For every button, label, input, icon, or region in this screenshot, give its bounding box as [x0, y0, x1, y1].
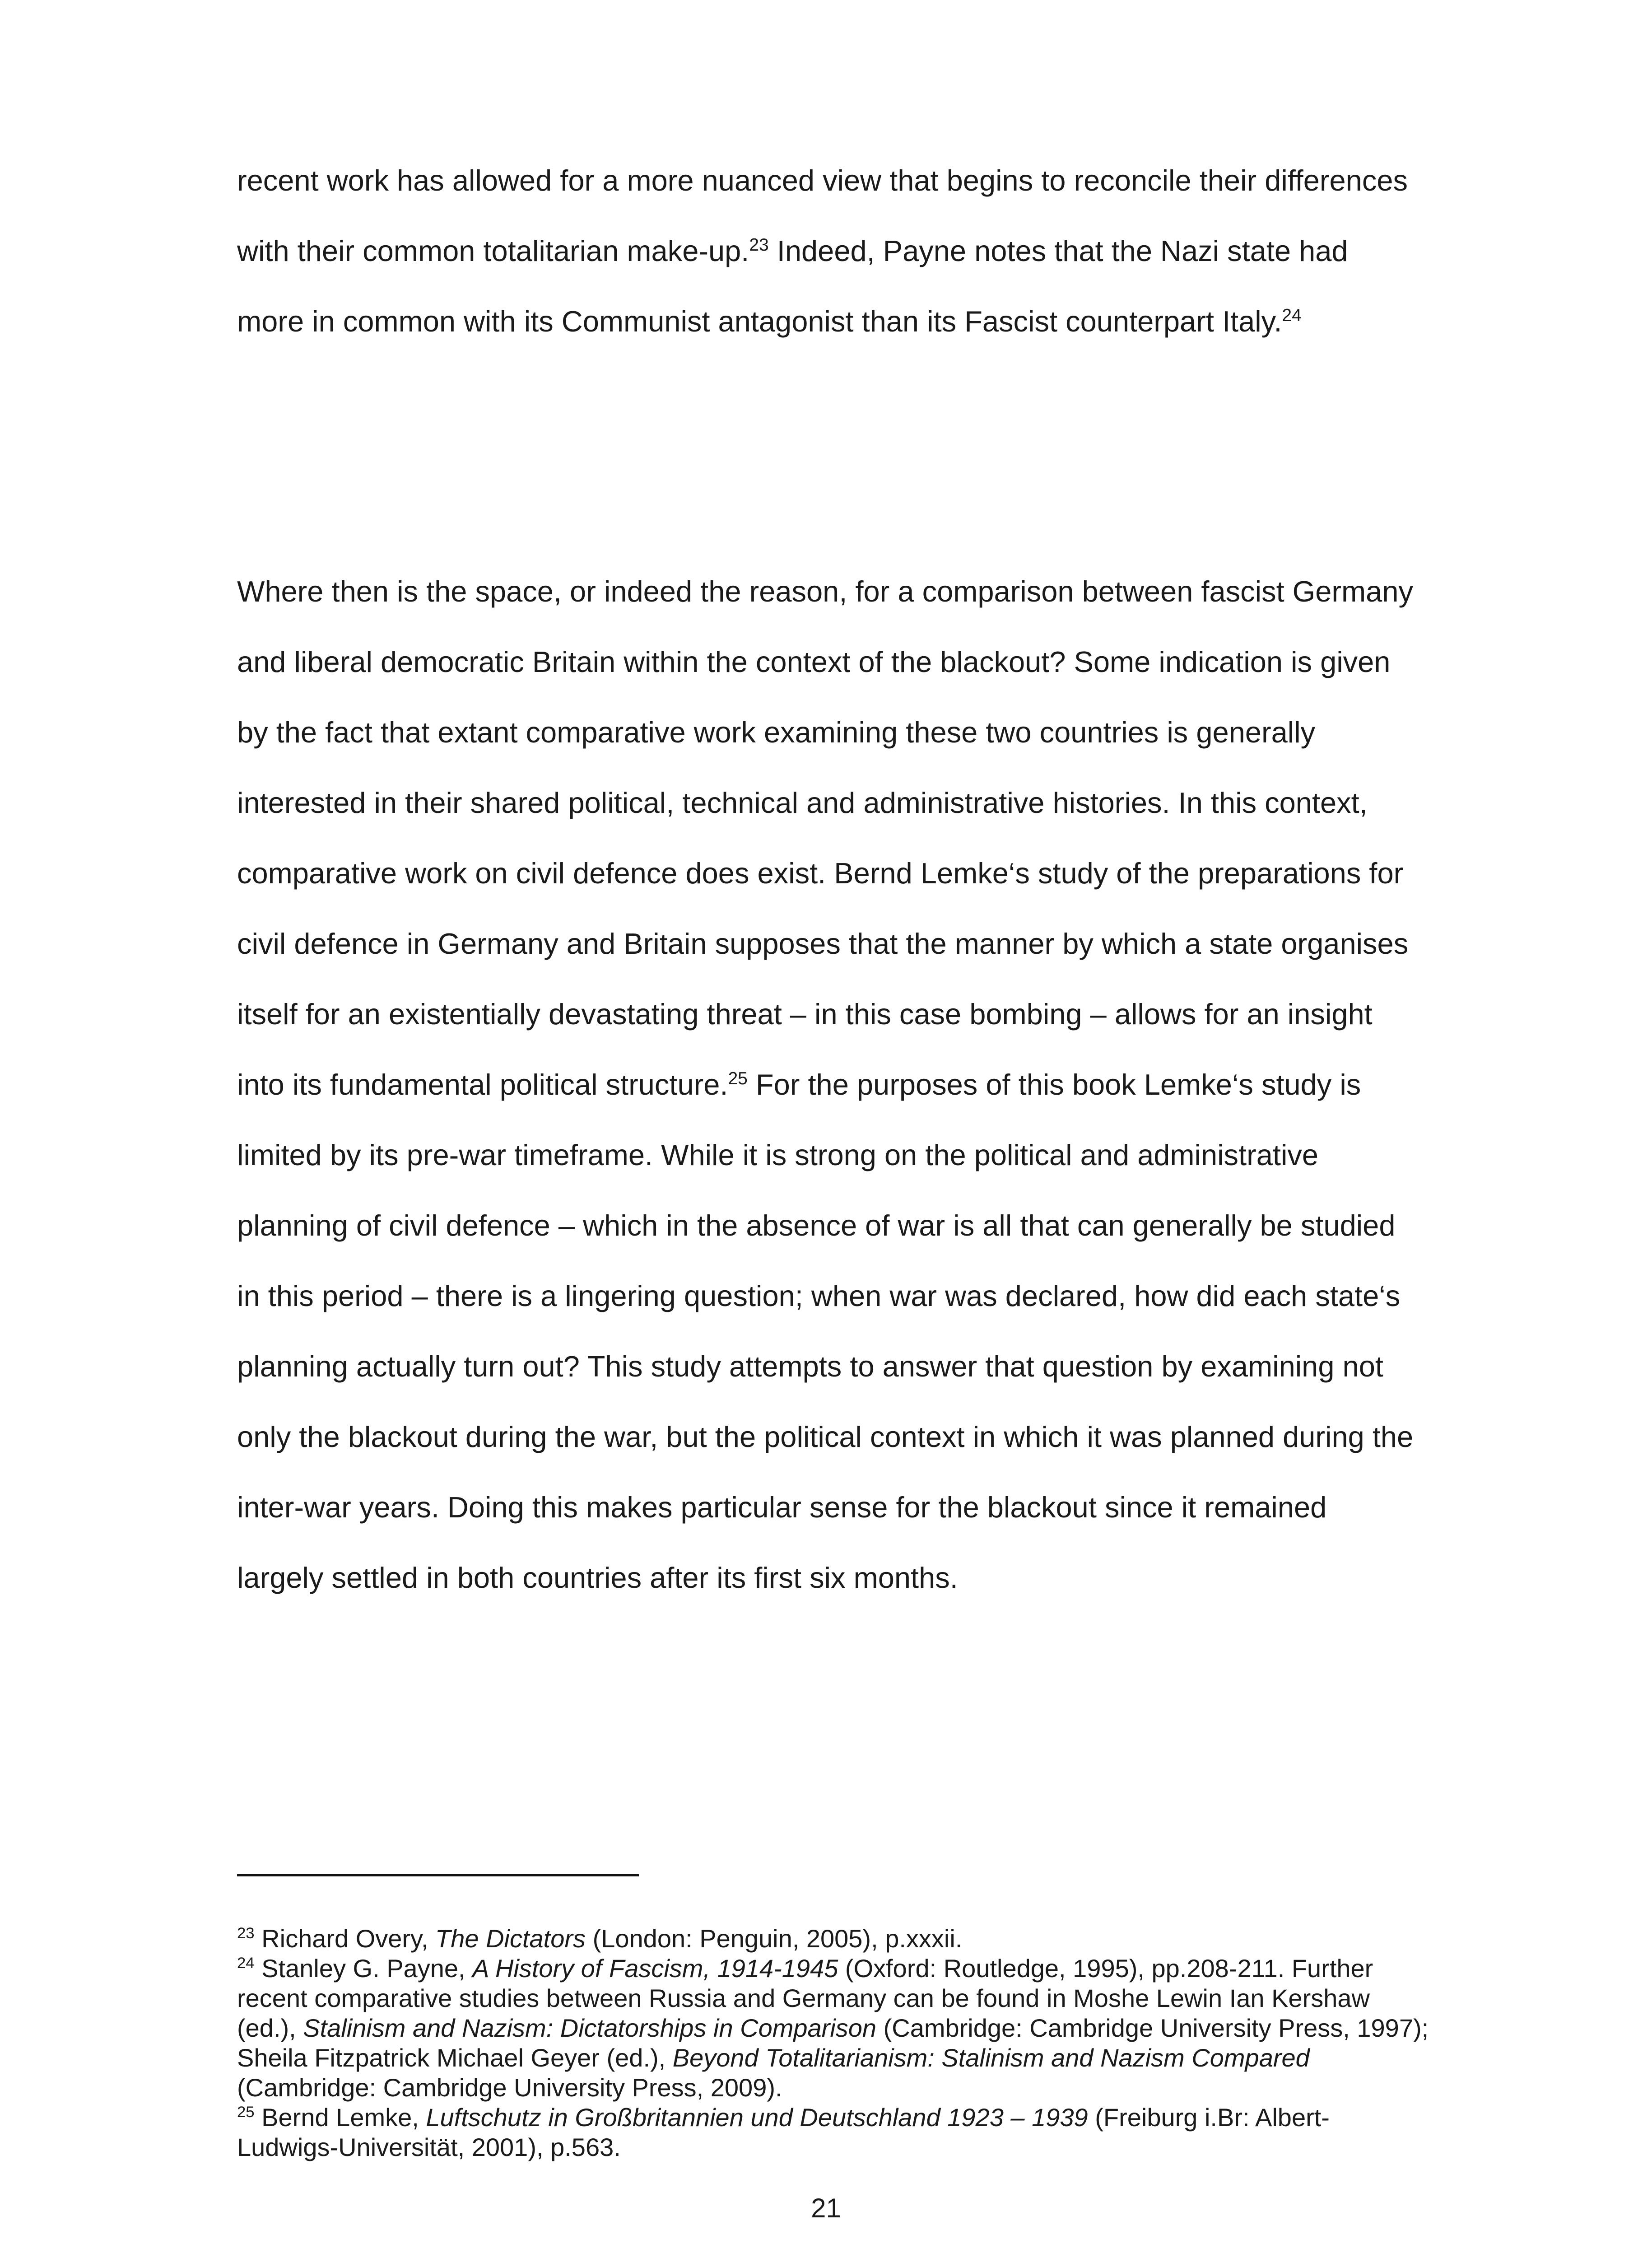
footnote-title: Stalinism and Nazism: Dictatorships in Comparison	[303, 2014, 877, 2042]
footnote-23	[237, 1924, 1429, 1954]
footnote-text: (Cambridge: Cambridge University Press, 1997); Sheila Fitzpatrick Michael Geyer (ed.),	[237, 2014, 1429, 2072]
footnote-text: (Freiburg i.Br: Albert-Ludwigs-Universität, 2001), p.563.	[237, 2103, 1330, 2161]
footnote-ref-25[interactable]: 25	[728, 1069, 748, 1089]
footnote-title: Beyond Totalitarianism: Stalinism and Nazism Compared	[672, 2043, 1310, 2072]
footnote-25	[237, 2103, 1429, 2162]
footnote-text: (Oxford: Routledge, 1995), pp.208-211. Further recent comparative studies between Russia and Germany can be found in Moshe Lewin Ian Kershaw (ed.),	[237, 1954, 1373, 2042]
footnote-ref-23[interactable]: 23	[749, 235, 769, 255]
paragraph-text: Where then is the space, or indeed the reason, for a comparison between fascist Germany and liberal democratic Britain within the context of the blackout? Some indication is given by the fact that extant comparative work examining these two countries is generally interested in their shared political, technical and administrative histories. In this context, comparative work on civil defence does exist. Bernd Lemke‘s study of the preparations for civil defence in Germany and Britain supposes that the manner by which a state organises itself for an existentially devastating threat – in this case bombing – allows for an insight into its fundamental political structure.	[237, 575, 1413, 1101]
footnotes-section	[237, 1924, 1429, 2162]
footnote-text: Richard Overy,	[254, 1924, 436, 1953]
footnote-separator	[237, 1874, 639, 1876]
footnote-title: The Dictators	[435, 1924, 586, 1953]
footnote-title: A History of Fascism, 1914-1945	[472, 1954, 838, 1983]
paragraph-text: recent work has allowed for a more nuanced view that begins to reconcile their differences with their common totalitarian make-up.	[237, 164, 1408, 267]
footnote-title: Luftschutz in Großbritannien und Deutschland 1923 – 1939	[426, 2103, 1088, 2132]
footnote-text: Bernd Lemke,	[254, 2103, 426, 2132]
footnote-24	[237, 1954, 1429, 2103]
footnote-number: 24	[237, 1955, 255, 1972]
body-paragraph-1	[237, 145, 1420, 357]
footnote-ref-24[interactable]: 24	[1282, 306, 1302, 326]
body-paragraph-2	[237, 556, 1420, 1613]
paragraph-text: Indeed, Payne notes that the Nazi state had more in common with its Communist antagonist than its Fascist counterpart Italy.	[237, 234, 1348, 338]
footnote-text: (London: Penguin, 2005), p.xxxii.	[586, 1924, 963, 1953]
footnote-text: Stanley G. Payne,	[254, 1954, 473, 1983]
footnote-text: (Cambridge: Cambridge University Press, 2009).	[237, 2073, 782, 2102]
footnote-number: 23	[237, 1925, 255, 1942]
paragraph-text: For the purposes of this book Lemke‘s study is limited by its pre-war timeframe. While it is strong on the political and administrative planning of civil defence – which in the absence of war is all that can generally be studied in this period – there is a lingering question; when war was declared, how did each state‘s planning actually turn out? This study attempts to answer that question by examining not only the blackout during the war, but the political context in which it was planned during the inter-war years. Doing this makes particular sense for the blackout since it remained largely settled in both countries after its first six months.	[237, 1068, 1414, 1594]
footnote-number: 25	[237, 2104, 255, 2121]
page-number: 21	[811, 2193, 841, 2223]
